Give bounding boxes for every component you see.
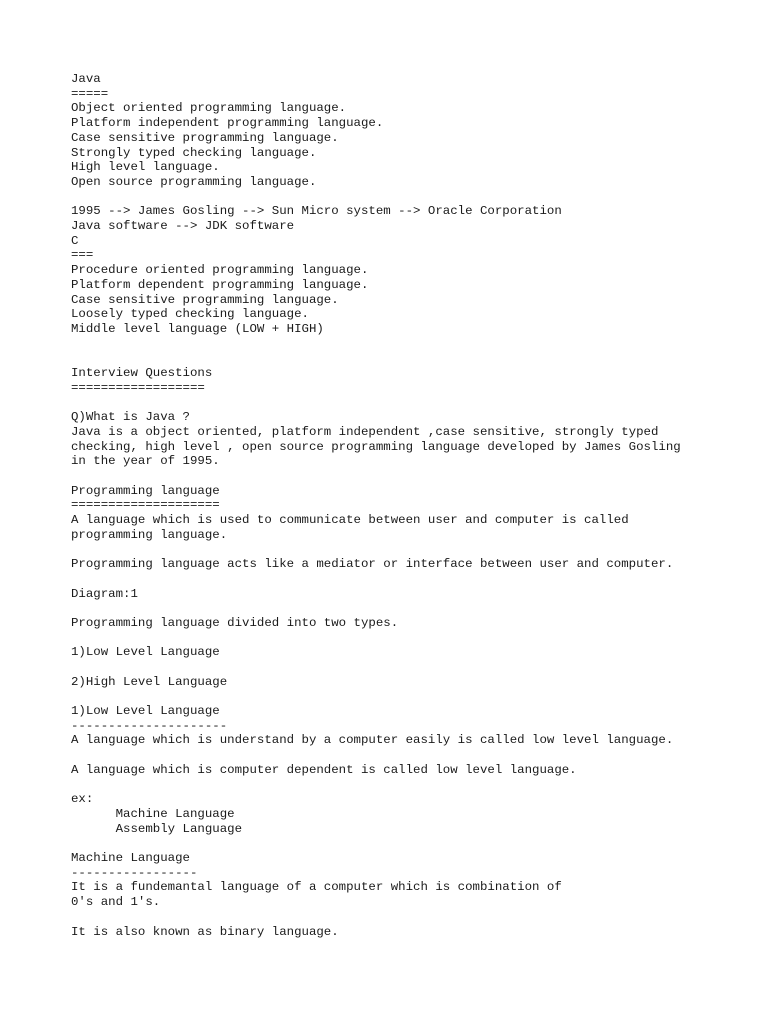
- text-line: 2)High Level Language: [71, 674, 228, 689]
- text-line: 1995 --> James Gosling --> Sun Micro system --> Oracle Corporation: [71, 204, 562, 219]
- text-line: A language which is understand by a computer easily is called low level language.: [71, 733, 674, 748]
- text-line: [71, 542, 731, 557]
- text-line: High level language.: [71, 160, 220, 175]
- text-line: [71, 395, 731, 410]
- text-line: [71, 748, 731, 763]
- text-line: C: [71, 233, 79, 248]
- text-line: ---------------------: [71, 718, 228, 733]
- text-line: ===: [71, 248, 94, 263]
- text-line: Java is a object oriented, platform independent ,case sensitive, strongly typed: [71, 424, 659, 439]
- text-line: Programming language: [71, 483, 220, 498]
- text-line: [71, 601, 731, 616]
- text-line: [71, 572, 731, 587]
- text-line: [71, 469, 731, 484]
- text-line: Middle level language (LOW + HIGH): [71, 321, 324, 336]
- text-line: [71, 351, 731, 366]
- text-line: -----------------: [71, 865, 198, 880]
- text-line: [71, 660, 731, 675]
- text-line: =====: [71, 86, 109, 101]
- text-line: Java: [71, 72, 101, 86]
- text-line: Diagram:1: [71, 586, 138, 601]
- text-line: ==================: [71, 380, 205, 395]
- text-line: It is also known as binary language.: [71, 924, 339, 939]
- text-line: [71, 836, 731, 851]
- text-line: A language which is computer dependent is called low level language.: [71, 762, 577, 777]
- text-line: 1)Low Level Language: [71, 645, 220, 660]
- text-line: Object oriented programming language.: [71, 101, 347, 116]
- text-line: Programming language divided into two types.: [71, 615, 399, 630]
- text-line: Java software --> JDK software: [71, 219, 295, 234]
- text-line: programming language.: [71, 527, 228, 542]
- text-line: [71, 778, 731, 793]
- text-line: It is a fundemantal language of a computer which is combination of: [71, 880, 562, 895]
- text-line: 1)Low Level Language: [71, 704, 220, 719]
- text-line: ====================: [71, 498, 220, 513]
- text-line: Procedure oriented programming language.: [71, 263, 369, 278]
- text-line: Assembly Language: [71, 821, 243, 836]
- text-line: A language which is used to communicate between user and computer is called: [71, 513, 629, 528]
- text-line: Platform dependent programming language.: [71, 277, 369, 292]
- text-line: [71, 190, 731, 205]
- text-line: Case sensitive programming language.: [71, 130, 339, 145]
- text-line: [71, 631, 731, 646]
- text-line: Programming language acts like a mediator or interface between user and computer.: [71, 557, 674, 572]
- text-line: Q)What is Java ?: [71, 410, 190, 425]
- text-line: ex:: [71, 792, 94, 807]
- text-line: 0's and 1's.: [71, 895, 161, 910]
- document-body: [71, 72, 731, 939]
- text-line: Interview Questions: [71, 366, 213, 381]
- text-line: in the year of 1995.: [71, 454, 220, 469]
- text-line: Loosely typed checking language.: [71, 307, 309, 322]
- text-line: Machine Language: [71, 851, 190, 866]
- text-line: Strongly typed checking language.: [71, 145, 317, 160]
- text-line: [71, 689, 731, 704]
- text-line: Platform independent programming language.: [71, 116, 384, 131]
- text-line: checking, high level , open source programming language developed by James Gosling: [71, 439, 681, 454]
- text-line: Case sensitive programming language.: [71, 292, 339, 307]
- text-line: Open source programming language.: [71, 174, 317, 189]
- text-line: [71, 910, 731, 925]
- text-line: [71, 337, 731, 352]
- text-line: Machine Language: [71, 806, 235, 821]
